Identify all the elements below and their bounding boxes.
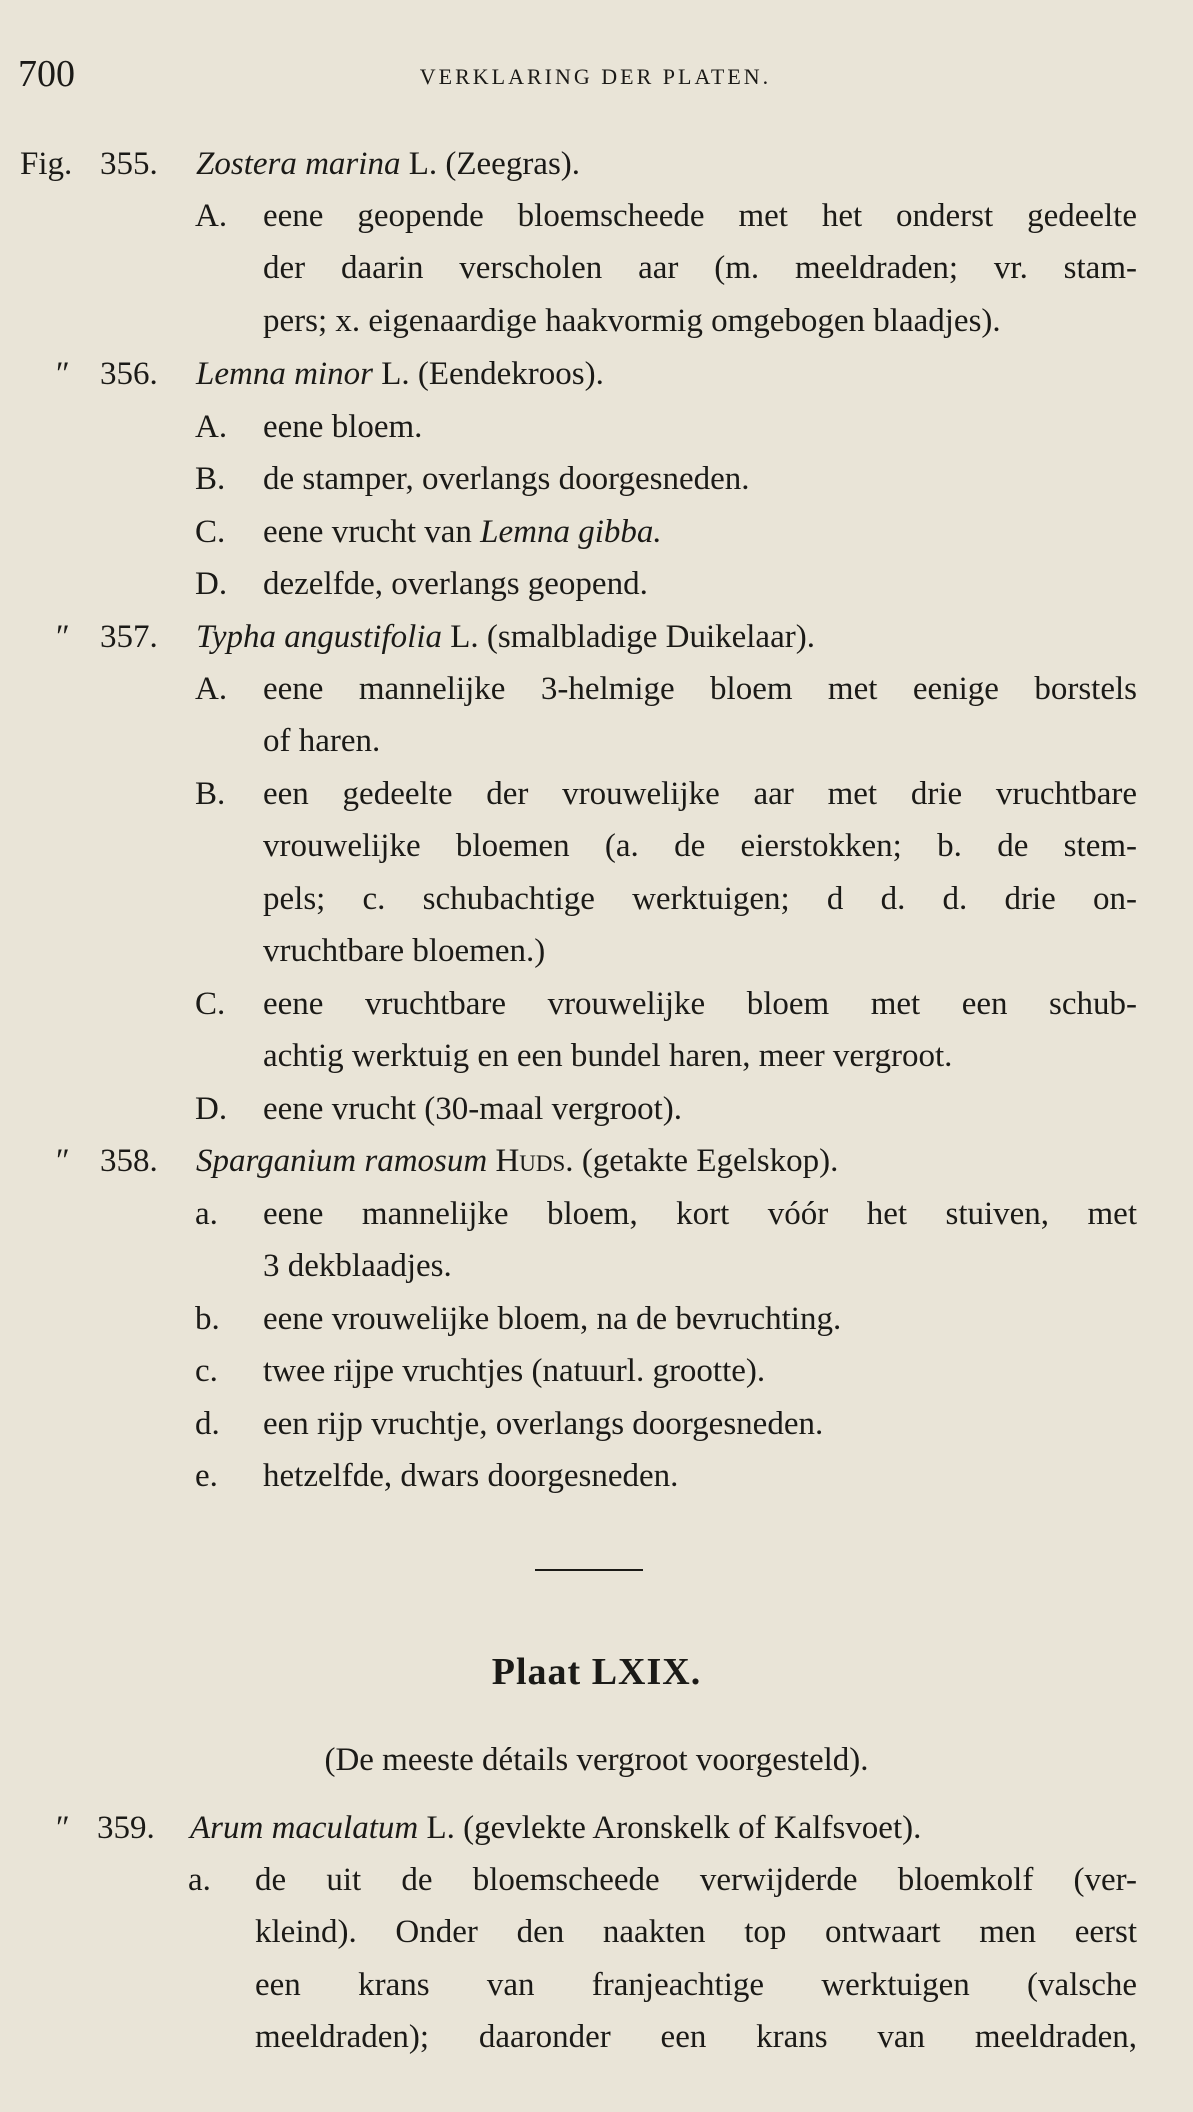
common-name: (getakte Egelskop). xyxy=(581,1143,839,1179)
species-name: Zostera marina xyxy=(196,146,401,182)
item-text: een gedeelte der vrouwelijke aar met drie vruchtbare xyxy=(263,776,1137,812)
item-text xyxy=(263,516,662,549)
item-letter: B. xyxy=(195,461,226,497)
item-text: meeldraden); daaronder een krans van meeldraden, xyxy=(255,2019,1137,2055)
figure-heading xyxy=(196,621,815,654)
ditto-mark: ″ xyxy=(56,1143,70,1179)
item-text: eene mannelijke 3-helmige bloem met eenige borstels xyxy=(263,671,1137,707)
fig-number: 358. xyxy=(100,1143,158,1179)
item-text: eene bloem. xyxy=(263,409,423,445)
section-divider xyxy=(535,1569,643,1571)
item-letter: d. xyxy=(195,1406,220,1442)
item-text: of haren. xyxy=(263,723,381,759)
item-text: vrouwelijke bloemen (a. de eierstokken; b. de stem- xyxy=(263,828,1137,864)
ditto-mark: ″ xyxy=(56,619,70,655)
fig-label: Fig. xyxy=(20,146,73,182)
item-text: achtig werktuig en een bundel haren, meer vergroot. xyxy=(263,1038,953,1074)
figure-heading xyxy=(196,358,604,391)
item-text: kleind). Onder den naakten top ontwaart men eerst xyxy=(255,1914,1137,1950)
item-text: pers; x. eigenaardige haakvormig omgebogen blaadjes). xyxy=(263,303,1001,339)
fig-number: 355. xyxy=(100,146,158,182)
author: L. xyxy=(408,146,438,182)
common-name: (Eendekroos). xyxy=(417,356,604,392)
author: L. xyxy=(381,356,410,392)
item-text: eene geopende bloemscheede met het onderst gedeelte xyxy=(263,198,1137,234)
item-letter: a. xyxy=(195,1196,218,1232)
item-letter: A. xyxy=(195,198,228,234)
item-text: de uit de bloemscheede verwijderde bloemkolf (ver- xyxy=(255,1862,1137,1898)
figure-heading xyxy=(196,1145,838,1178)
author: Huds. xyxy=(495,1143,574,1179)
item-letter: a. xyxy=(188,1862,211,1898)
item-text: dezelfde, overlangs geopend. xyxy=(263,566,648,602)
item-text: eene vrucht (30-maal vergroot). xyxy=(263,1091,683,1127)
species-name: Lemna gibba. xyxy=(480,514,662,550)
species-name: Typha angustifolia xyxy=(196,619,442,655)
item-text: een rijp vruchtje, overlangs doorgesneden. xyxy=(263,1406,824,1442)
fig-number: 356. xyxy=(100,356,158,392)
page-number: 700 xyxy=(18,53,75,95)
item-text: eene vruchtbare vrouwelijke bloem met een schub- xyxy=(263,986,1137,1022)
item-text-plain: eene vrucht van xyxy=(263,514,472,550)
species-name: Sparganium ramosum xyxy=(196,1143,488,1179)
item-letter: C. xyxy=(195,514,226,550)
item-letter: B. xyxy=(195,776,226,812)
item-letter: D. xyxy=(195,1091,228,1127)
ditto-mark: ″ xyxy=(56,1810,70,1846)
running-header xyxy=(18,52,1173,102)
common-name: (gevlekte Aronskelk of Kalfsvoet). xyxy=(463,1810,922,1846)
item-text: 3 dekblaadjes. xyxy=(263,1248,452,1284)
item-text: vruchtbare bloemen.) xyxy=(263,933,546,969)
item-letter: e. xyxy=(195,1458,218,1494)
item-text: twee rijpe vruchtjes (natuurl. grootte). xyxy=(263,1353,766,1389)
item-letter: b. xyxy=(195,1301,220,1337)
fig-number: 357. xyxy=(100,619,158,655)
item-text: eene vrouwelijke bloem, na de bevruchting. xyxy=(263,1301,842,1337)
item-letter: A. xyxy=(195,671,228,707)
figure-heading xyxy=(196,148,580,181)
item-letter: c. xyxy=(195,1353,218,1389)
author: L. xyxy=(450,619,479,655)
common-name: (Zeegras). xyxy=(445,146,581,182)
running-title: VERKLARING DER PLATEN. xyxy=(419,64,772,89)
figure-heading xyxy=(190,1812,921,1845)
ditto-mark: ″ xyxy=(56,356,70,392)
common-name: (smalbladige Duikelaar). xyxy=(486,619,815,655)
species-name: Arum maculatum xyxy=(190,1810,419,1846)
species-name: Lemna minor xyxy=(196,356,373,392)
item-text: der daarin verscholen aar (m. meeldraden; vr. stam- xyxy=(263,250,1137,286)
item-text: pels; c. schubachtige werktuigen; d d. d. drie on- xyxy=(263,881,1137,917)
author: L. xyxy=(426,1810,455,1846)
fig-number: 359. xyxy=(97,1810,155,1846)
item-letter: D. xyxy=(195,566,228,602)
item-text: hetzelfde, dwars doorgesneden. xyxy=(263,1458,679,1494)
plate-subtitle: (De meeste détails vergroot voorgesteld). xyxy=(324,1742,869,1778)
item-text: de stamper, overlangs doorgesneden. xyxy=(263,461,750,497)
item-letter: C. xyxy=(195,986,226,1022)
item-letter: A. xyxy=(195,409,228,445)
plate-title: Plaat LXIX. xyxy=(491,1651,702,1693)
item-text: een krans van franjeachtige werktuigen (valsche xyxy=(255,1967,1137,2003)
item-text: eene mannelijke bloem, kort vóór het stuiven, met xyxy=(263,1196,1137,1232)
